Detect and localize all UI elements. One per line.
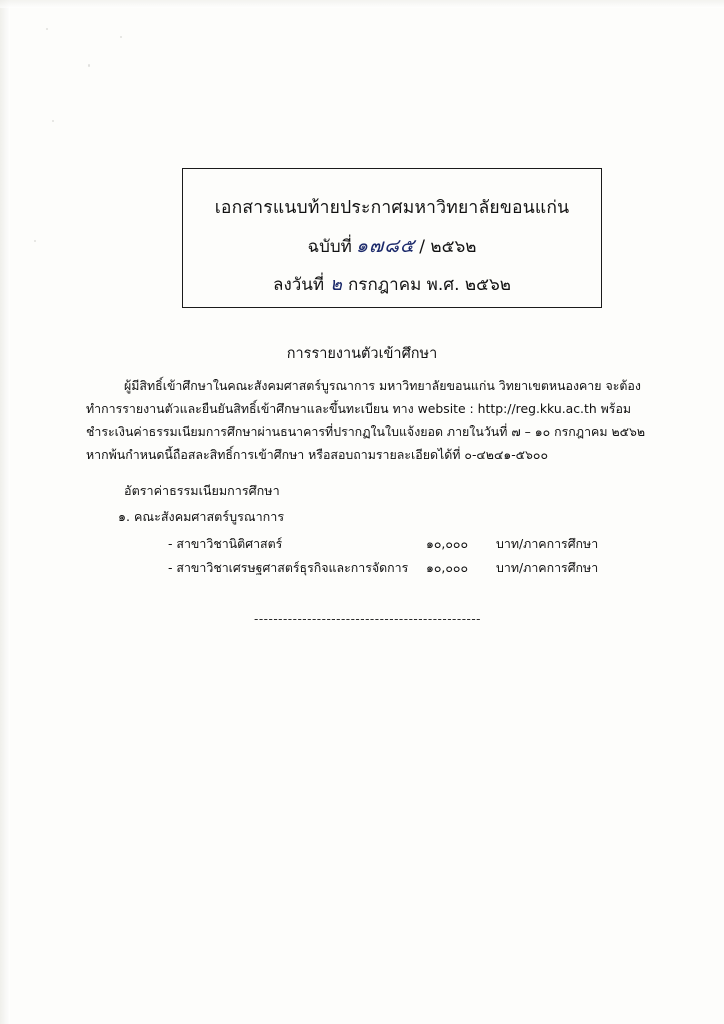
announcement-reference-box: [182, 168, 602, 308]
program-fee-unit: บาท/ภาคการศึกษา: [496, 560, 599, 575]
program-fee-row: [168, 559, 638, 578]
scan-speck: [46, 28, 48, 30]
announcement-date-line: [183, 269, 601, 298]
program-fee-amount: ๑๐,๐๐๐: [426, 560, 469, 575]
announcement-number-suffix: / ๒๕๖๒: [419, 237, 477, 257]
announcement-title-line: เอกสารแนบท้ายประกาศมหาวิทยาลัยขอนแก่น: [214, 198, 570, 218]
announcement-date-prefix: ลงวันที่: [273, 275, 325, 295]
scan-edge-shadow-left: [0, 0, 10, 1024]
scan-edge-shadow-top: [0, 0, 724, 8]
fee-section-heading: อัตราค่าธรรมเนียมการศึกษา: [124, 483, 280, 498]
program-name: - สาขาวิชานิติศาสตร์: [168, 536, 283, 551]
announcement-date-suffix: กรกฎาคม พ.ศ. ๒๕๖๒: [348, 275, 511, 295]
section-divider: -----------------------------------------------: [254, 612, 482, 626]
announcement-number-handwritten: ๑๗๘๕: [355, 235, 416, 257]
program-name: - สาขาวิชาเศรษฐศาสตร์ธุรกิจและการจัดการ: [168, 560, 409, 575]
scan-speck: [88, 64, 90, 67]
scan-speck: [120, 36, 122, 38]
scan-speck: [52, 120, 54, 122]
faculty-list-item: ๑. คณะสังคมศาสตร์บูรณาการ: [118, 509, 285, 524]
announcement-number-prefix: ฉบับที่: [307, 237, 352, 257]
announcement-number-line: [183, 231, 601, 261]
scan-speck: [34, 240, 36, 242]
program-fee-row: [168, 535, 638, 554]
announcement-date-handwritten: ๒: [330, 274, 343, 295]
page-title: การรายงานตัวเข้าศึกษา: [286, 346, 438, 362]
instructions-paragraph: ผู้มีสิทธิ์เข้าศึกษาในคณะสังคมศาสตร์บูรณาการ มหาวิทยาลัยขอนแก่น วิทยาเขตหนองคาย จะต้องทำการรายงานตัวและยืนยันสิทธิ์เข้าศึกษาและขึ้นทะเบียน ทาง website : http://reg.kku.ac.th พร้อมชำระเงินค่าธรรมเนียมการศึกษาผ่านธนาคารที่ปรากฏในใบแจ้งยอด ภายในวันที่ ๗ – ๑๐ กรกฎาคม ๒๕๖๒ หากพ้นกำหนดนี้ถือสละสิทธิ์การเข้าศึกษา หรือสอบถามรายละเอียดได้ที่ ๐-๔๒๔๑-๕๖๐๐: [86, 378, 646, 462]
program-fee-amount: ๑๐,๐๐๐: [426, 536, 469, 551]
program-fee-unit: บาท/ภาคการศึกษา: [496, 536, 599, 551]
